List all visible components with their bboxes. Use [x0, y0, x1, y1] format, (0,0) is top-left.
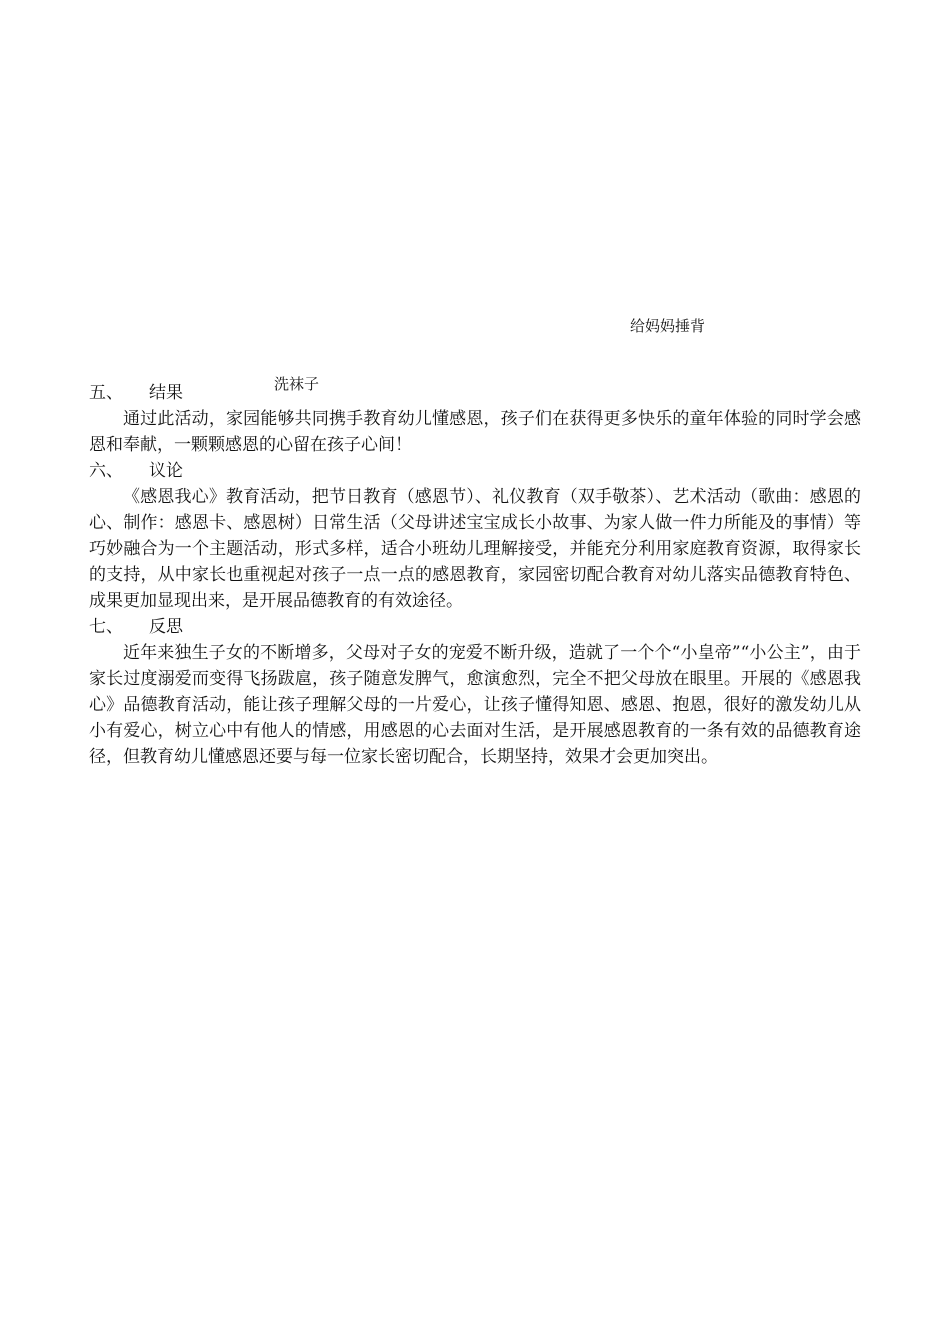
- section-heading-discussion: [89, 458, 861, 484]
- section-heading-results: [89, 380, 861, 406]
- section-number: 六、: [89, 461, 123, 481]
- section-paragraph: 近年来独生子女的不断增多，父母对子女的宠爱不断升级，造就了一个个“小皇帝”“小公主”，由于家长过度溺爱而变得飞扬跋扈，孩子随意发脾气，愈演愈烈，完全不把父母放在眼里。开展的《感恩我心》品德教育活动，能让孩子理解父母的一片爱心，让孩子懂得知恩、感恩、抱恩，很好的激发幼儿从小有爱心，树立心中有他人的情感，用感恩的心去面对生活，是开展感恩教育的一条有效的品德教育途径，但教育幼儿懂感恩还要与每一位家长密切配合，长期坚持，效果才会更加突出。: [89, 643, 861, 767]
- section-heading-reflection: [89, 614, 861, 640]
- section-paragraph: 通过此活动，家园能够共同携手教育幼儿懂感恩，孩子们在获得更多快乐的童年体验的同时学会感恩和奉献，一颗颗感恩的心留在孩子心间！: [89, 409, 861, 455]
- section-title: 反思: [149, 617, 183, 637]
- section-number: 七、: [89, 617, 123, 637]
- photo-caption-wash-socks: 洗袜子: [274, 375, 320, 393]
- section-number: 五、: [89, 383, 123, 403]
- section-title: 议论: [149, 461, 183, 481]
- section-paragraph: 《感恩我心》教育活动，把节日教育（感恩节）、礼仪教育（双手敬茶）、艺术活动（歌曲：感恩的心、制作：感恩卡、感恩树）日常生活（父母讲述宝宝成长小故事、为家人做一件力所能及的事情）等巧妙融合为一个主题活动，形式多样，适合小班幼儿理解接受，并能充分利用家庭教育资源，取得家长的支持，从中家长也重视起对孩子一点一点的感恩教育，家园密切配合教育对幼儿落实品德教育特色、成果更加显现出来，是开展品德教育的有效途径。: [89, 487, 861, 611]
- document-body: [89, 380, 861, 770]
- section-title: 结果: [149, 383, 183, 403]
- photo-caption-back-massage: 给妈妈捶背: [630, 317, 706, 335]
